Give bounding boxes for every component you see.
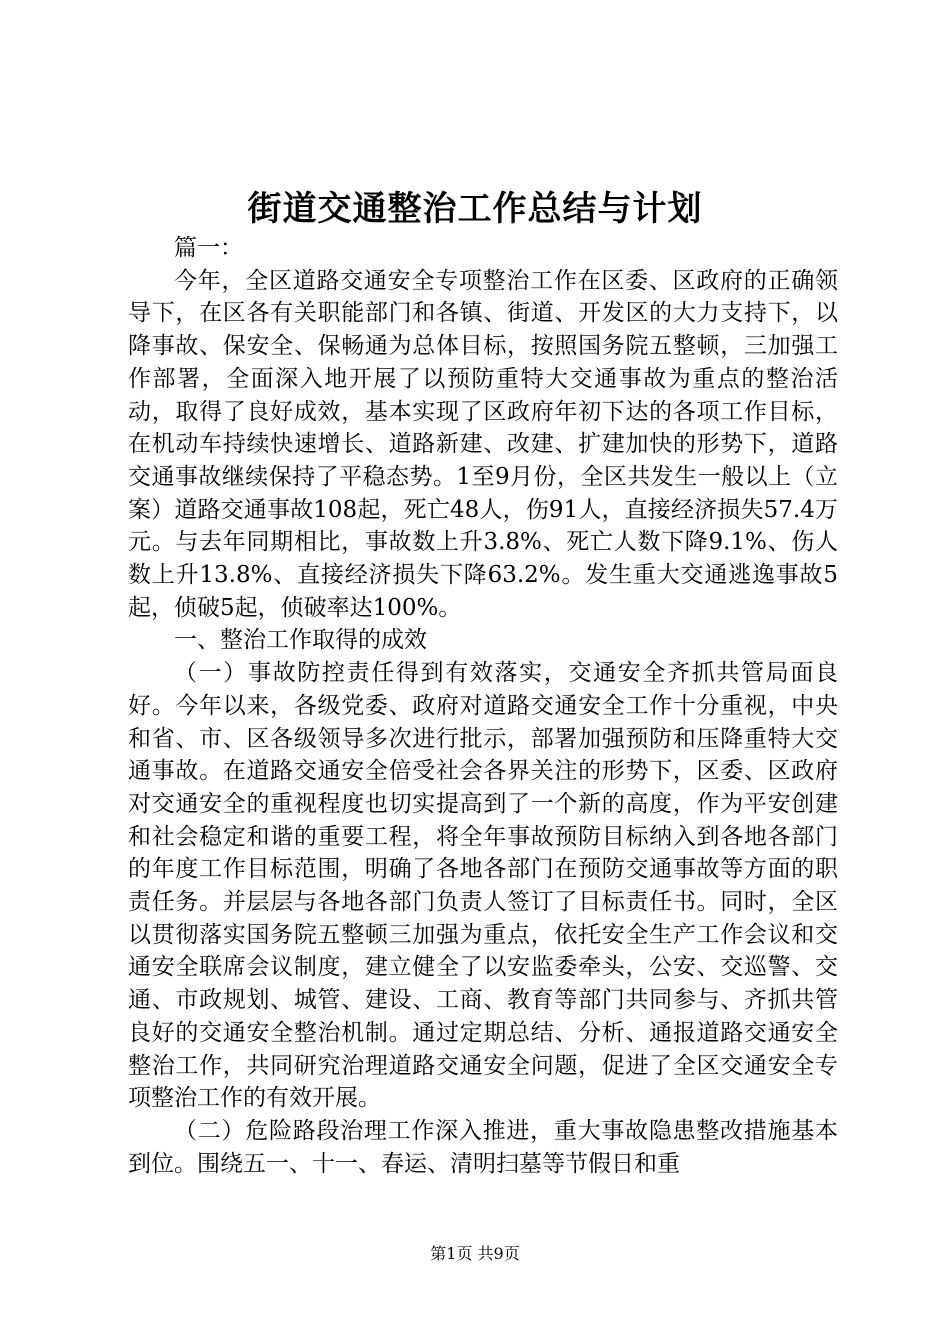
page-footer: 第1页 共9页 <box>430 1244 520 1263</box>
section-heading: 一、整治工作取得的成效 <box>174 627 427 654</box>
section-label: 篇一： <box>174 235 243 261</box>
subsection-paragraph-2: （二）危险路段治理工作深入推进，重大事故隐患整改措施基本到位。围绕五一、十一、春运、清明扫墓等节假日和重 <box>128 1117 838 1177</box>
document-title: 街道交通整治工作总结与计划 <box>247 189 703 229</box>
subsection-paragraph-1: （一）事故防控责任得到有效落实，交通安全齐抓共管局面良好。今年以来，各级党委、政府对道路交通安全工作十分重视，中央和省、市、区各级领导多次进行批示，部署加强预防和压降重特大交通事故。在道路交通安全倍受社会各界关注的形势下，区委、区政府对交通安全的重视程度也切实提高到了一个新的高度，作为平安创建和社会稳定和谐的重要工程，将全年事故预防目标纳入到各地各部门的年度工作目标范围，明确了各地各部门在预防交通事故等方面的职责任务。并层层与各地各部门负责人签订了目标责任书。同时，全区以贯彻落实国务院五整顿三加强为重点，依托安全生产工作会议和交通安全联席会议制度，建立健全了以安监委牵头，公安、交巡警、交通、市政规划、城管、建设、工商、教育等部门共同参与、齐抓共管良好的交通安全整治机制。通过定期总结、分析、通报道路交通安全整治工作，共同研究治理道路交通安全问题，促进了全区交通安全专项整治工作的有效开展。 <box>128 660 838 1112</box>
document-body <box>128 232 838 1180</box>
intro-paragraph: 今年，全区道路交通安全专项整治工作在区委、区政府的正确领导下，在区各有关职能部门和各镇、街道、开发区的大力支持下，以降事故、保安全、保畅通为总体目标，按照国务院五整顿，三加强工作部署，全面深入地开展了以预防重特大交通事故为重点的整治活动，取得了良好成效，基本实现了区政府年初下达的各项工作目标，在机动车持续快速增长、道路新建、改建、扩建加快的形势下，道路交通事故继续保持了平稳态势。1至9月份，全区共发生一般以上（立案）道路交通事故108起，死亡48人，伤91人，直接经济损失57.4万元。与去年同期相比，事故数上升3.8%、死亡人数下降9.1%、伤人数上升13.8%、直接经济损失下降63.2%。发生重大交通逃逸事故5起，侦破5起，侦破率达100%。 <box>128 267 838 621</box>
